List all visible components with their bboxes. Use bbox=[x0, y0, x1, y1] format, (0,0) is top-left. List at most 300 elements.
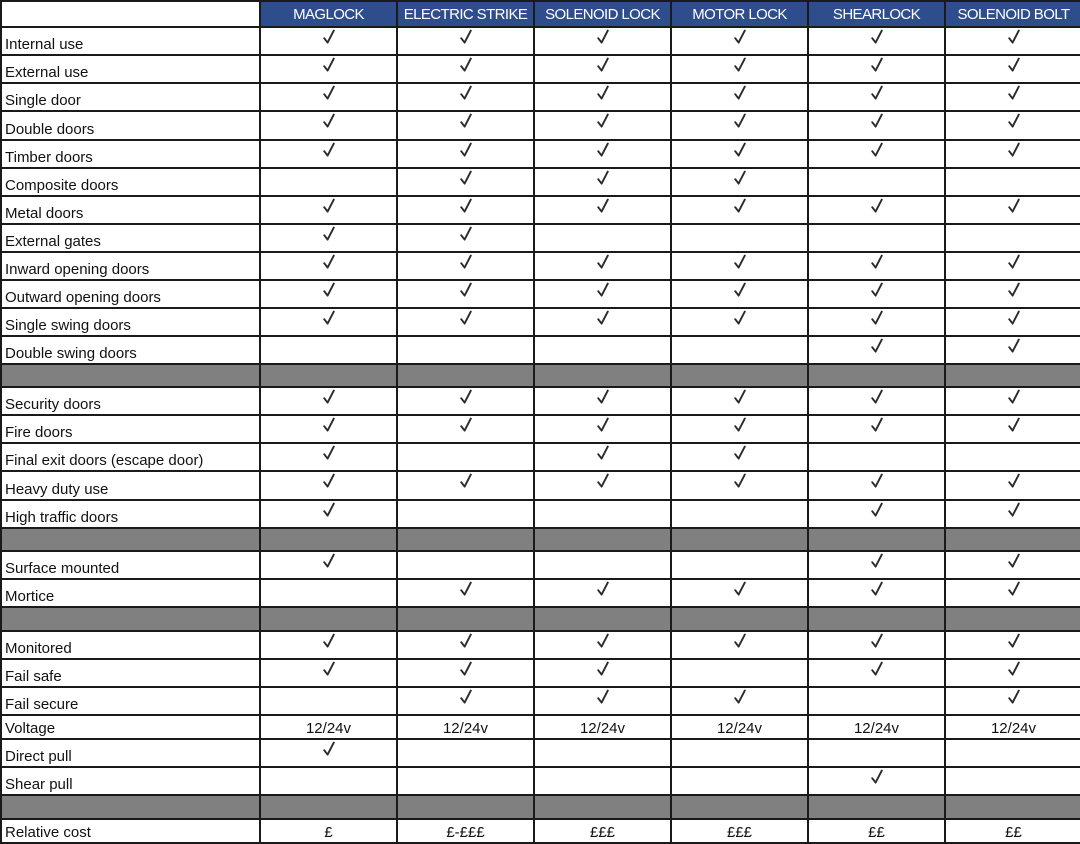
check-icon bbox=[323, 282, 335, 298]
check-cell bbox=[671, 280, 808, 308]
separator-cell bbox=[534, 795, 671, 819]
check-cell bbox=[260, 55, 397, 83]
separator-cell bbox=[671, 528, 808, 551]
check-cell bbox=[671, 443, 808, 471]
check-icon bbox=[460, 29, 472, 45]
check-icon bbox=[460, 57, 472, 73]
empty-cell bbox=[808, 443, 945, 471]
separator-cell bbox=[1, 528, 260, 551]
check-cell bbox=[808, 55, 945, 83]
check-cell bbox=[808, 551, 945, 579]
check-cell bbox=[945, 196, 1080, 224]
row-label: Direct pull bbox=[1, 739, 260, 767]
check-icon bbox=[597, 85, 609, 101]
table-row bbox=[1, 687, 1080, 715]
check-icon bbox=[597, 661, 609, 677]
section-separator-row bbox=[1, 607, 1080, 631]
check-icon bbox=[1008, 661, 1020, 677]
empty-cell bbox=[397, 767, 534, 795]
empty-cell bbox=[671, 500, 808, 528]
table-row bbox=[1, 500, 1080, 528]
check-icon bbox=[871, 553, 883, 569]
separator-cell bbox=[945, 528, 1080, 551]
check-cell bbox=[260, 196, 397, 224]
check-cell bbox=[534, 252, 671, 280]
check-icon bbox=[1008, 310, 1020, 326]
check-icon bbox=[597, 310, 609, 326]
check-cell bbox=[808, 280, 945, 308]
check-icon bbox=[597, 198, 609, 214]
row-label: Security doors bbox=[1, 387, 260, 415]
row-label: Voltage bbox=[1, 715, 260, 739]
row-label: Fire doors bbox=[1, 415, 260, 443]
column-header-shearlock: SHEARLOCK bbox=[808, 1, 945, 27]
table-row bbox=[1, 579, 1080, 607]
check-cell bbox=[808, 196, 945, 224]
separator-cell bbox=[534, 528, 671, 551]
check-icon bbox=[460, 226, 472, 242]
check-cell bbox=[534, 415, 671, 443]
table-row bbox=[1, 111, 1080, 140]
empty-cell bbox=[808, 739, 945, 767]
check-icon bbox=[871, 85, 883, 101]
empty-cell bbox=[671, 659, 808, 687]
check-cell bbox=[945, 631, 1080, 659]
check-icon bbox=[323, 389, 335, 405]
check-cell bbox=[808, 579, 945, 607]
row-label: Double swing doors bbox=[1, 336, 260, 364]
check-icon bbox=[460, 85, 472, 101]
check-icon bbox=[871, 310, 883, 326]
check-icon bbox=[734, 282, 746, 298]
check-icon bbox=[597, 417, 609, 433]
value-cell: 12/24v bbox=[397, 715, 534, 739]
check-cell bbox=[945, 336, 1080, 364]
check-cell bbox=[260, 308, 397, 336]
check-cell bbox=[945, 280, 1080, 308]
check-icon bbox=[1008, 142, 1020, 158]
check-cell bbox=[945, 140, 1080, 168]
check-cell bbox=[260, 27, 397, 55]
check-icon bbox=[460, 473, 472, 489]
check-cell bbox=[671, 27, 808, 55]
separator-cell bbox=[397, 528, 534, 551]
check-cell bbox=[671, 579, 808, 607]
check-cell bbox=[671, 252, 808, 280]
empty-cell bbox=[671, 336, 808, 364]
check-icon bbox=[460, 142, 472, 158]
empty-cell bbox=[808, 687, 945, 715]
table-row bbox=[1, 83, 1080, 111]
separator-cell bbox=[397, 795, 534, 819]
check-icon bbox=[1008, 581, 1020, 597]
check-icon bbox=[597, 142, 609, 158]
table-row bbox=[1, 336, 1080, 364]
empty-cell bbox=[397, 551, 534, 579]
value-cell: £ bbox=[260, 819, 397, 843]
check-cell bbox=[534, 687, 671, 715]
value-cell: ££ bbox=[808, 819, 945, 843]
check-cell bbox=[945, 252, 1080, 280]
check-icon bbox=[871, 502, 883, 518]
check-cell bbox=[945, 551, 1080, 579]
check-cell bbox=[534, 27, 671, 55]
check-icon bbox=[597, 581, 609, 597]
check-icon bbox=[323, 29, 335, 45]
column-header-solenoid-bolt: SOLENOID BOLT bbox=[945, 1, 1080, 27]
check-cell bbox=[534, 579, 671, 607]
check-icon bbox=[734, 689, 746, 705]
check-cell bbox=[260, 739, 397, 767]
check-cell bbox=[534, 140, 671, 168]
separator-cell bbox=[945, 364, 1080, 387]
check-icon bbox=[323, 310, 335, 326]
check-cell bbox=[534, 196, 671, 224]
check-icon bbox=[734, 170, 746, 186]
check-cell bbox=[260, 443, 397, 471]
check-cell bbox=[260, 111, 397, 140]
empty-cell bbox=[945, 224, 1080, 252]
check-cell bbox=[397, 27, 534, 55]
table-row bbox=[1, 471, 1080, 500]
empty-cell bbox=[808, 224, 945, 252]
table-row bbox=[1, 27, 1080, 55]
check-cell bbox=[808, 83, 945, 111]
value-cell: 12/24v bbox=[534, 715, 671, 739]
check-cell bbox=[397, 308, 534, 336]
separator-cell bbox=[945, 795, 1080, 819]
value-cell: 12/24v bbox=[945, 715, 1080, 739]
table-row bbox=[1, 168, 1080, 196]
check-cell bbox=[260, 252, 397, 280]
empty-cell bbox=[945, 168, 1080, 196]
check-cell bbox=[808, 415, 945, 443]
check-icon bbox=[871, 29, 883, 45]
check-cell bbox=[534, 659, 671, 687]
check-cell bbox=[671, 471, 808, 500]
check-icon bbox=[1008, 113, 1020, 129]
check-icon bbox=[1008, 633, 1020, 649]
check-icon bbox=[871, 57, 883, 73]
empty-cell bbox=[808, 168, 945, 196]
check-cell bbox=[808, 111, 945, 140]
check-cell bbox=[397, 55, 534, 83]
table-row bbox=[1, 387, 1080, 415]
check-icon bbox=[323, 57, 335, 73]
separator-cell bbox=[534, 607, 671, 631]
separator-cell bbox=[808, 528, 945, 551]
value-cell: 12/24v bbox=[671, 715, 808, 739]
check-cell bbox=[397, 140, 534, 168]
check-icon bbox=[734, 198, 746, 214]
separator-cell bbox=[1, 607, 260, 631]
check-icon bbox=[1008, 473, 1020, 489]
check-cell bbox=[397, 224, 534, 252]
section-separator-row bbox=[1, 795, 1080, 819]
row-label: Final exit doors (escape door) bbox=[1, 443, 260, 471]
empty-cell bbox=[397, 336, 534, 364]
table-row bbox=[1, 280, 1080, 308]
separator-cell bbox=[945, 607, 1080, 631]
row-label: External use bbox=[1, 55, 260, 83]
separator-cell bbox=[1, 364, 260, 387]
check-icon bbox=[323, 473, 335, 489]
check-cell bbox=[260, 631, 397, 659]
row-label: Composite doors bbox=[1, 168, 260, 196]
check-icon bbox=[323, 113, 335, 129]
check-cell bbox=[808, 387, 945, 415]
check-cell bbox=[397, 471, 534, 500]
check-cell bbox=[945, 387, 1080, 415]
separator-cell bbox=[671, 795, 808, 819]
empty-cell bbox=[534, 551, 671, 579]
check-icon bbox=[871, 254, 883, 270]
check-cell bbox=[534, 471, 671, 500]
check-icon bbox=[323, 661, 335, 677]
check-cell bbox=[260, 415, 397, 443]
separator-cell bbox=[260, 607, 397, 631]
check-cell bbox=[260, 83, 397, 111]
check-icon bbox=[597, 254, 609, 270]
check-icon bbox=[460, 198, 472, 214]
row-label: Shear pull bbox=[1, 767, 260, 795]
check-icon bbox=[871, 282, 883, 298]
check-icon bbox=[734, 29, 746, 45]
section-separator-row bbox=[1, 364, 1080, 387]
empty-cell bbox=[260, 687, 397, 715]
check-cell bbox=[945, 471, 1080, 500]
check-cell bbox=[534, 387, 671, 415]
empty-cell bbox=[260, 336, 397, 364]
check-icon bbox=[1008, 85, 1020, 101]
check-cell bbox=[945, 500, 1080, 528]
row-label: Timber doors bbox=[1, 140, 260, 168]
table-row bbox=[1, 140, 1080, 168]
check-icon bbox=[734, 445, 746, 461]
table-row bbox=[1, 443, 1080, 471]
separator-cell bbox=[1, 795, 260, 819]
check-icon bbox=[871, 473, 883, 489]
check-icon bbox=[460, 282, 472, 298]
check-cell bbox=[397, 196, 534, 224]
check-cell bbox=[260, 387, 397, 415]
check-cell bbox=[397, 252, 534, 280]
check-icon bbox=[1008, 389, 1020, 405]
check-icon bbox=[323, 553, 335, 569]
check-icon bbox=[734, 581, 746, 597]
table-row bbox=[1, 308, 1080, 336]
check-icon bbox=[734, 633, 746, 649]
separator-cell bbox=[808, 607, 945, 631]
check-icon bbox=[734, 113, 746, 129]
check-icon bbox=[460, 581, 472, 597]
row-label: Internal use bbox=[1, 27, 260, 55]
check-icon bbox=[734, 57, 746, 73]
check-cell bbox=[260, 224, 397, 252]
check-cell bbox=[671, 308, 808, 336]
separator-cell bbox=[260, 364, 397, 387]
header-row bbox=[1, 1, 1080, 27]
empty-cell bbox=[671, 551, 808, 579]
check-cell bbox=[397, 111, 534, 140]
check-icon bbox=[460, 113, 472, 129]
check-icon bbox=[1008, 29, 1020, 45]
check-icon bbox=[1008, 254, 1020, 270]
empty-cell bbox=[534, 336, 671, 364]
separator-cell bbox=[397, 607, 534, 631]
check-icon bbox=[460, 170, 472, 186]
check-icon bbox=[1008, 57, 1020, 73]
table-row bbox=[1, 715, 1080, 739]
row-label: Single swing doors bbox=[1, 308, 260, 336]
value-cell: 12/24v bbox=[808, 715, 945, 739]
table-row bbox=[1, 252, 1080, 280]
separator-cell bbox=[397, 364, 534, 387]
check-icon bbox=[871, 338, 883, 354]
check-icon bbox=[1008, 502, 1020, 518]
empty-cell bbox=[671, 224, 808, 252]
check-icon bbox=[323, 633, 335, 649]
empty-cell bbox=[945, 739, 1080, 767]
check-icon bbox=[1008, 198, 1020, 214]
check-cell bbox=[808, 27, 945, 55]
check-icon bbox=[871, 142, 883, 158]
check-icon bbox=[871, 661, 883, 677]
table-row bbox=[1, 767, 1080, 795]
check-cell bbox=[534, 280, 671, 308]
check-icon bbox=[597, 29, 609, 45]
check-cell bbox=[397, 659, 534, 687]
check-cell bbox=[397, 387, 534, 415]
check-icon bbox=[1008, 338, 1020, 354]
empty-cell bbox=[397, 739, 534, 767]
check-cell bbox=[260, 500, 397, 528]
column-header-maglock: MAGLOCK bbox=[260, 1, 397, 27]
row-label: Fail secure bbox=[1, 687, 260, 715]
check-icon bbox=[871, 417, 883, 433]
check-cell bbox=[945, 659, 1080, 687]
check-cell bbox=[397, 168, 534, 196]
check-icon bbox=[871, 198, 883, 214]
check-icon bbox=[460, 689, 472, 705]
table-row bbox=[1, 551, 1080, 579]
check-cell bbox=[260, 471, 397, 500]
check-icon bbox=[734, 417, 746, 433]
check-icon bbox=[734, 85, 746, 101]
check-icon bbox=[734, 254, 746, 270]
check-icon bbox=[597, 473, 609, 489]
check-cell bbox=[260, 280, 397, 308]
check-icon bbox=[323, 445, 335, 461]
check-cell bbox=[945, 27, 1080, 55]
row-label: Monitored bbox=[1, 631, 260, 659]
check-icon bbox=[597, 689, 609, 705]
empty-cell bbox=[260, 767, 397, 795]
check-cell bbox=[671, 168, 808, 196]
check-icon bbox=[460, 254, 472, 270]
empty-cell bbox=[671, 739, 808, 767]
check-icon bbox=[597, 57, 609, 73]
table-row bbox=[1, 196, 1080, 224]
check-icon bbox=[734, 310, 746, 326]
check-icon bbox=[597, 170, 609, 186]
check-cell bbox=[808, 659, 945, 687]
check-cell bbox=[397, 83, 534, 111]
check-cell bbox=[260, 140, 397, 168]
check-icon bbox=[460, 310, 472, 326]
check-icon bbox=[597, 445, 609, 461]
separator-cell bbox=[671, 364, 808, 387]
check-cell bbox=[397, 631, 534, 659]
table-row bbox=[1, 415, 1080, 443]
empty-cell bbox=[397, 443, 534, 471]
check-icon bbox=[323, 142, 335, 158]
separator-cell bbox=[808, 795, 945, 819]
empty-cell bbox=[534, 767, 671, 795]
row-label: External gates bbox=[1, 224, 260, 252]
check-cell bbox=[260, 659, 397, 687]
table-row bbox=[1, 55, 1080, 83]
check-icon bbox=[323, 226, 335, 242]
row-label: Relative cost bbox=[1, 819, 260, 843]
check-cell bbox=[671, 55, 808, 83]
check-icon bbox=[1008, 689, 1020, 705]
check-cell bbox=[671, 196, 808, 224]
check-cell bbox=[671, 140, 808, 168]
empty-cell bbox=[260, 168, 397, 196]
separator-cell bbox=[808, 364, 945, 387]
check-cell bbox=[534, 168, 671, 196]
check-icon bbox=[1008, 282, 1020, 298]
check-icon bbox=[323, 254, 335, 270]
check-cell bbox=[397, 687, 534, 715]
check-icon bbox=[323, 198, 335, 214]
check-cell bbox=[945, 55, 1080, 83]
section-separator-row bbox=[1, 528, 1080, 551]
check-cell bbox=[671, 83, 808, 111]
row-label: Single door bbox=[1, 83, 260, 111]
separator-cell bbox=[534, 364, 671, 387]
check-icon bbox=[871, 389, 883, 405]
check-icon bbox=[597, 113, 609, 129]
check-cell bbox=[945, 83, 1080, 111]
separator-cell bbox=[260, 528, 397, 551]
check-cell bbox=[671, 631, 808, 659]
row-label: Double doors bbox=[1, 111, 260, 140]
separator-cell bbox=[260, 795, 397, 819]
empty-cell bbox=[534, 500, 671, 528]
check-cell bbox=[808, 140, 945, 168]
row-label: Surface mounted bbox=[1, 551, 260, 579]
check-cell bbox=[534, 83, 671, 111]
separator-cell bbox=[671, 607, 808, 631]
check-icon bbox=[323, 417, 335, 433]
check-cell bbox=[945, 415, 1080, 443]
empty-cell bbox=[945, 767, 1080, 795]
check-cell bbox=[945, 579, 1080, 607]
check-cell bbox=[808, 767, 945, 795]
check-icon bbox=[460, 661, 472, 677]
check-cell bbox=[534, 631, 671, 659]
check-icon bbox=[460, 417, 472, 433]
empty-cell bbox=[945, 443, 1080, 471]
check-icon bbox=[734, 473, 746, 489]
check-cell bbox=[945, 687, 1080, 715]
header-corner-cell bbox=[1, 1, 260, 27]
check-icon bbox=[597, 633, 609, 649]
column-header-motor-lock: MOTOR LOCK bbox=[671, 1, 808, 27]
check-icon bbox=[871, 769, 883, 785]
